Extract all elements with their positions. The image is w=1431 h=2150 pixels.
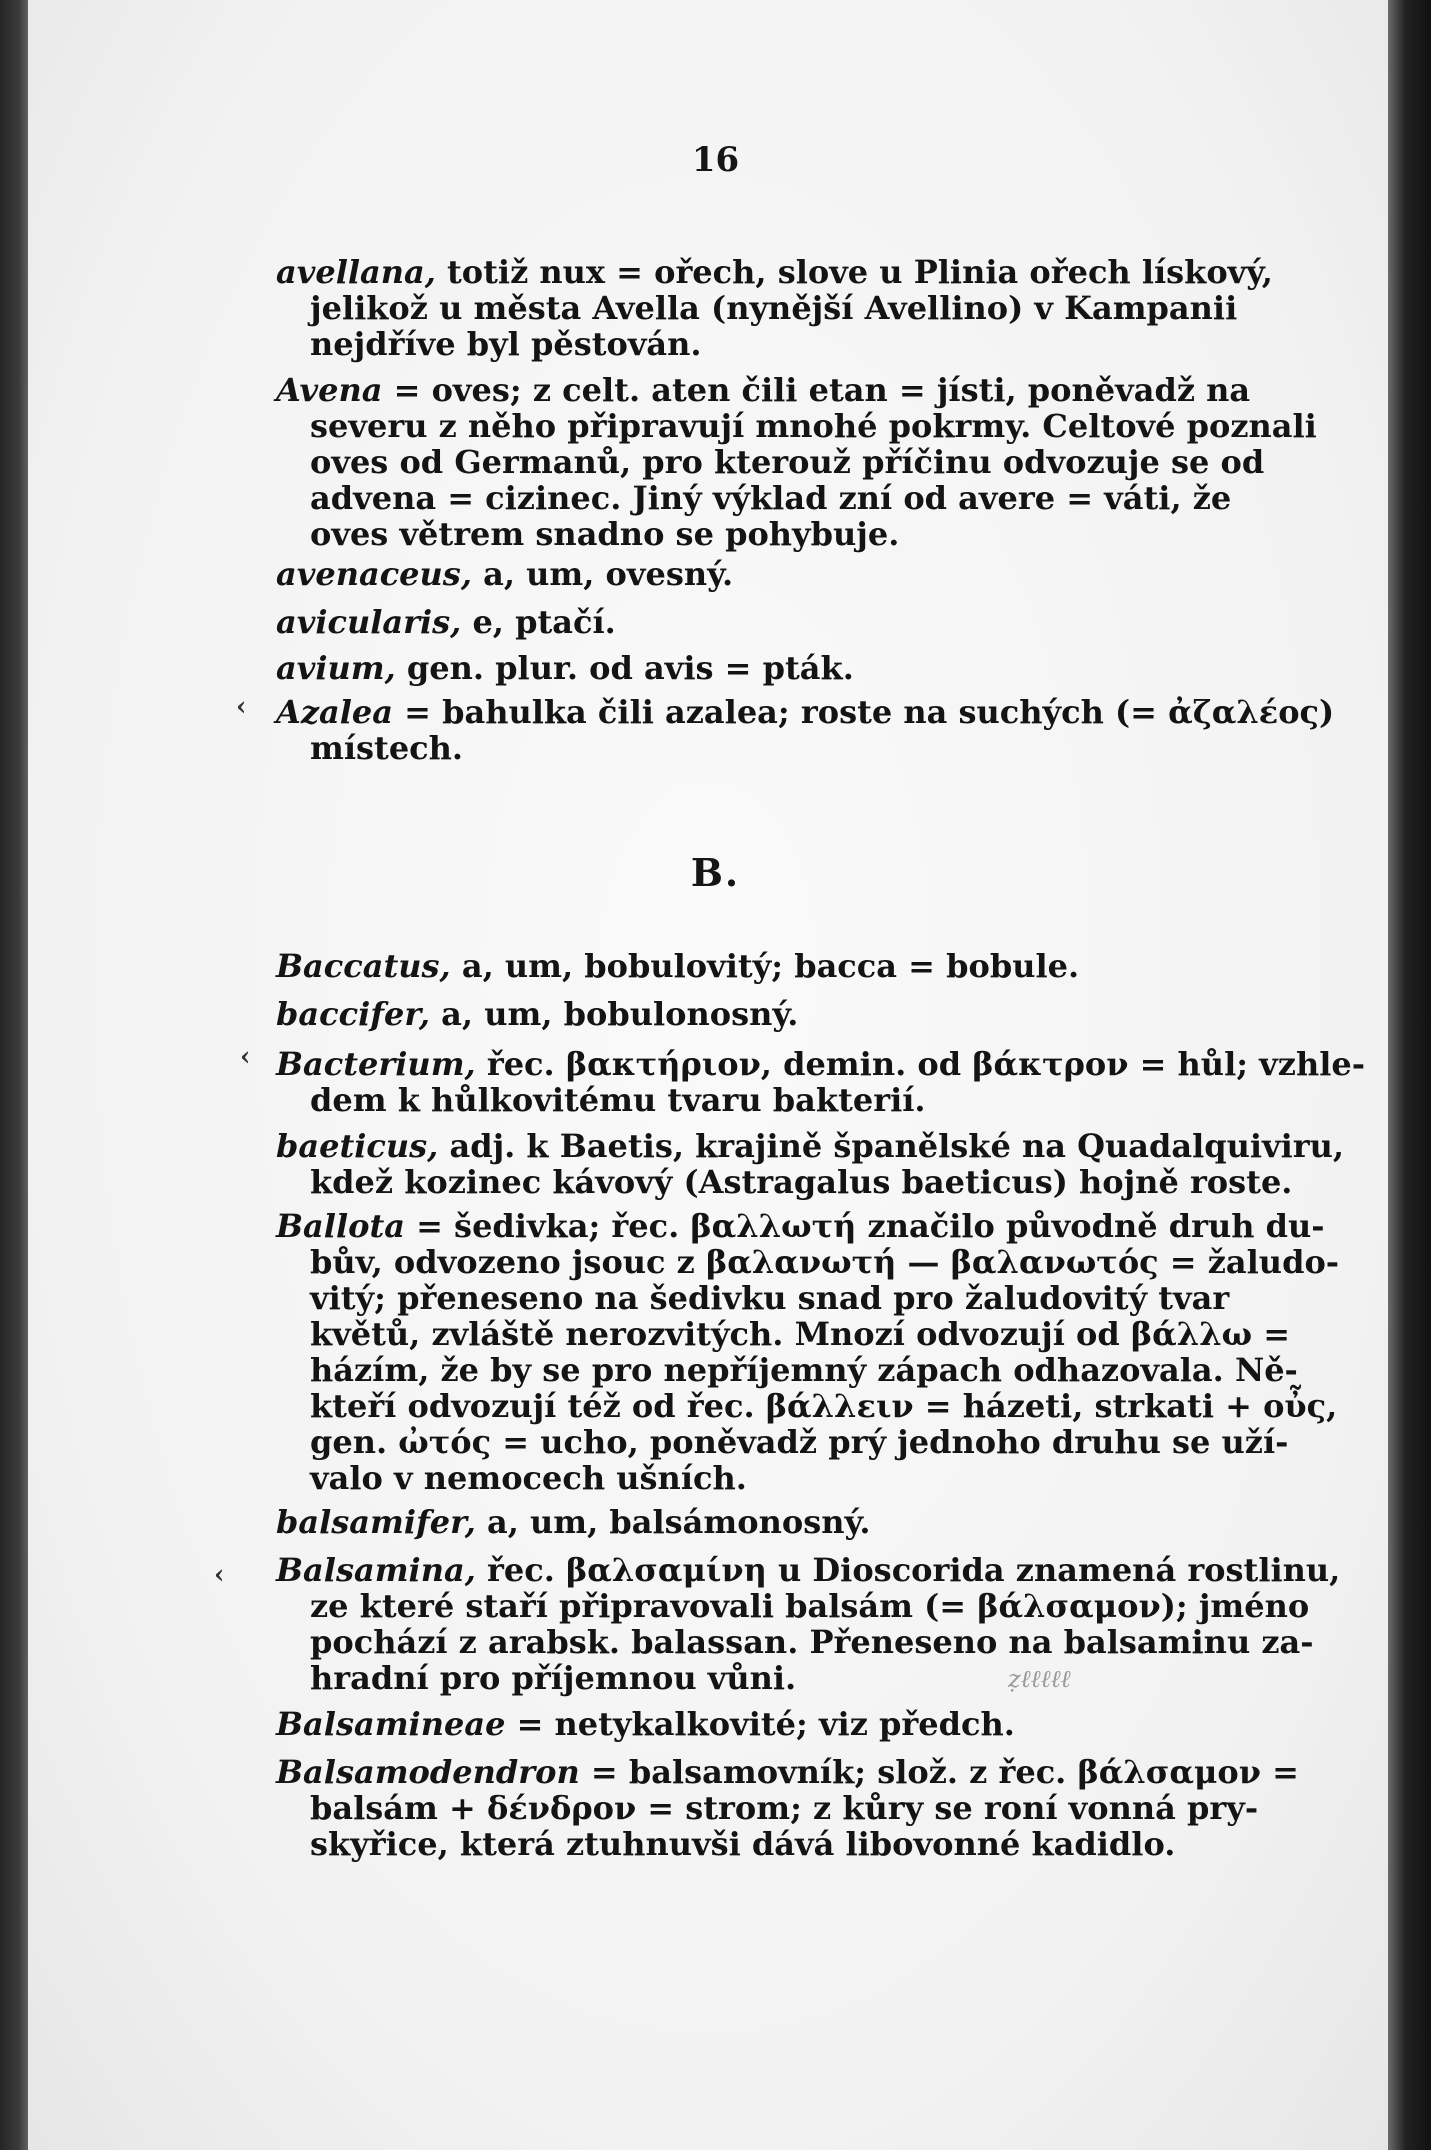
entry-text: = bahulka čili azalea; roste na suchých (= ἀζαλέος) (392, 693, 1335, 731)
entry-text: advena = cizinec. Jiný výklad zní od avere = váti, že (310, 479, 1232, 517)
entry-text: kteří odvozují též od řec. βάλλειν = házeti, strkati + οὖς, (310, 1387, 1338, 1425)
entry-lemma: Balsamodendron (276, 1753, 580, 1791)
entry-text: skyřice, která ztuhnuvši dává libovonné kadidlo. (310, 1825, 1176, 1863)
entry-lemma: Avena (276, 371, 383, 409)
entry-text: nejdříve byl pěstován. (310, 325, 702, 363)
entry-text: řec. βαλσαμίνη u Dioscorida znamená rostlinu, (475, 1551, 1341, 1589)
entry-lemma: avium, (276, 649, 396, 687)
entry-balsamifer (276, 1504, 1242, 1540)
entry-text: gen. plur. od avis = pták. (395, 649, 854, 687)
entry-avicularis (276, 604, 1242, 640)
entry-lemma: Azalea (276, 693, 393, 731)
entry-text: totiž nux = ořech, slove u Plinia ořech lískový, (435, 253, 1273, 291)
scan-right-edge (1388, 0, 1431, 2150)
entry-text: e, ptačí. (461, 603, 616, 641)
entry-balsamodendron (276, 1753, 1299, 1863)
entry-text: hradní pro příjemnou vůni. (310, 1659, 797, 1697)
entry-text: kdež kozinec kávový (Astragalus baeticus) hojně roste. (310, 1163, 1293, 1201)
entry-text: oves větrem snadno se pohybuje. (310, 515, 900, 553)
entry-text: balsám + δένδρον = strom; z kůry se roní vonná pry- (310, 1789, 1259, 1827)
entry-lemma: Balsamineae (276, 1705, 506, 1743)
entry-azalea (276, 693, 1335, 767)
entry-text: a, um, ovesný. (471, 555, 734, 593)
entry-lemma: Bacterium, (276, 1045, 476, 1083)
entry-avium (276, 650, 1242, 686)
entry-text: jelikož u města Avella (nynější Avellino) v Kampanii (310, 289, 1238, 327)
entry-text: házím, že by se pro nepříjemný zápach odhazovala. Ně- (310, 1351, 1298, 1389)
entry-text: = balsamovník; slož. z řec. βάλσαμον = (579, 1753, 1299, 1791)
entry-text: a, um, bobulovitý; bacca = bobule. (450, 947, 1080, 985)
entry-bacterium (276, 1045, 1365, 1119)
entry-baeticus (276, 1127, 1345, 1201)
section-heading: B. (690, 850, 741, 895)
entry-text: ze které staří připravovali balsám (= βάλσαμον); jméno (310, 1587, 1310, 1625)
entry-text: adj. k Baetis, krajině španělské na Quadalquiviru, (438, 1127, 1345, 1165)
entry-lemma: baeticus, (276, 1127, 439, 1165)
entry-text: a, um, balsámonosný. (475, 1503, 871, 1541)
entry-lemma: Baccatus, (276, 947, 451, 985)
entry-lemma: avellana, (276, 253, 436, 291)
entry-text: gen. ὠτός = ucho, poněvadž prý jednoho druhu se uží- (310, 1423, 1289, 1461)
handwritten-note: ẓℓℓℓℓℓ (1008, 1665, 1071, 1693)
entry-text: valo v nemocech ušních. (310, 1459, 747, 1497)
entry-text: = oves; z celt. aten čili etan = jísti, poněvadž na (382, 371, 1251, 409)
entry-balsamina (276, 1551, 1341, 1697)
entry-ballota (276, 1207, 1340, 1497)
entry-baccifer (276, 996, 1242, 1032)
entry-lemma: Ballota (276, 1207, 405, 1245)
entry-balsamineae (276, 1706, 1242, 1742)
entry-lemma: avenaceus, (276, 555, 472, 593)
entry-text: místech. (310, 729, 464, 767)
entry-lemma: baccifer, (276, 995, 431, 1033)
entry-avellana (276, 253, 1273, 363)
entry-text: = šedivka; řec. βαλλωτή značilo původně druh du- (404, 1207, 1325, 1245)
margin-tick-mark: ‹ (240, 1042, 251, 1072)
entry-baccatus (276, 948, 1242, 984)
entry-text: severu z něho připravují mnohé pokrmy. Celtové poznali (310, 407, 1317, 445)
entry-text: květů, zvláště nerozvitých. Mnozí odvozují od βάλλω = (310, 1315, 1291, 1353)
margin-tick-mark: ‹ (236, 692, 247, 722)
entry-text: řec. βακτήριον, demin. od βάκτρον = hůl; vzhle- (475, 1045, 1365, 1083)
entry-text: oves od Germanů, pro kterouž příčinu odvozuje se od (310, 443, 1265, 481)
entry-lemma: Balsamina, (276, 1551, 476, 1589)
entry-text: = netykalkovité; viz předch. (505, 1705, 1015, 1743)
entry-lemma: avicularis, (276, 603, 462, 641)
margin-tick-mark: ‹ (214, 1560, 225, 1590)
entry-avena (276, 371, 1317, 553)
entry-lemma: balsamifer, (276, 1503, 476, 1541)
entry-text: a, um, bobulonosný. (430, 995, 799, 1033)
page-number: 16 (691, 140, 740, 180)
entry-text: dem k hůlkovitému tvaru bakterií. (310, 1081, 926, 1119)
entry-text: vitý; přeneseno na šedivku snad pro žaludovitý tvar (310, 1279, 1230, 1317)
entry-text: bův, odvozeno jsouc z βαλανωτή — βαλανωτός = žaludo- (310, 1243, 1340, 1281)
entry-text: pochází z arabsk. balassan. Přeneseno na balsaminu za- (310, 1623, 1314, 1661)
entry-avenaceus (276, 556, 1242, 592)
